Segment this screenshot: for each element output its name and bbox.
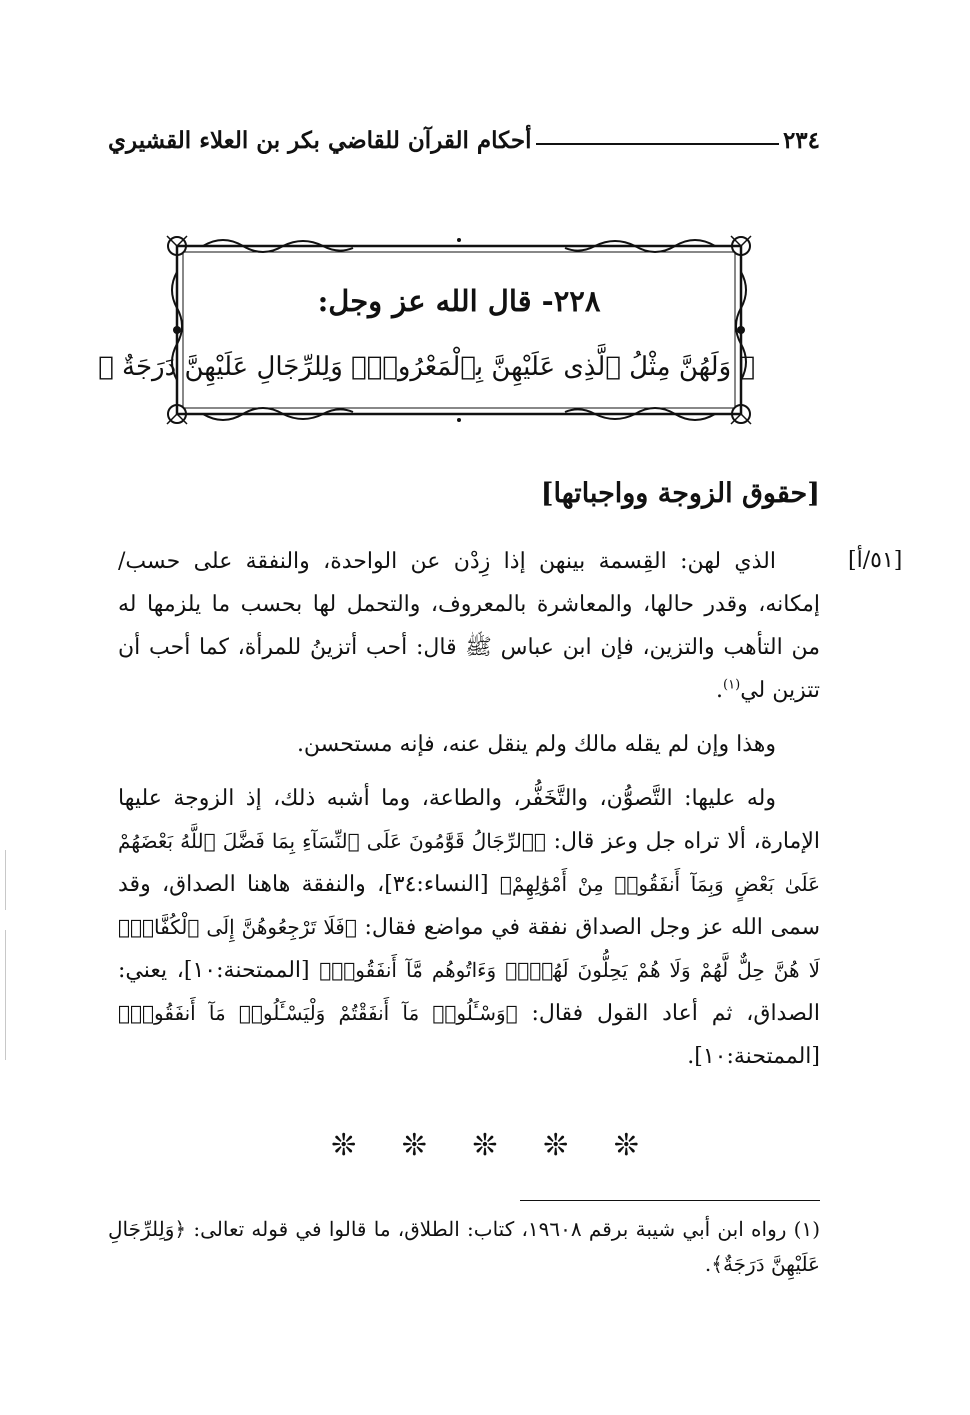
margin-reference: [٥١/أ] — [848, 548, 903, 573]
paragraph-1-text: الذي لهن: القِسمة بينهن إذا زِدْن عن الواحدة، والنفقة على حسب/ إمكانه، وقدر حالها، والمعاشرة بالمعروف، والتحمل لها بحسب ما يلزمها له من التأهب والتزين، فإن ابن عباس ﷺ قال: أحب أتزينُ للمرأة، كما أحب أن تتزين لي — [118, 549, 820, 703]
ornamental-frame — [98, 232, 755, 428]
footnote-end: . — [704, 1252, 712, 1276]
quran-quote-nisa: ﴿ٱلرِّجَالُ قَوَّٰمُونَ عَلَى ٱلنِّسَآءِ بِمَا فَضَّلَ ٱللَّهُ بَعْضَهُمْ عَلَىٰ بَعْضٍ وَبِمَآ أَنفَقُوا۟ مِنْ أَمْوَٰلِهِمْ﴾ — [118, 829, 820, 896]
framed-verse: ﴿ وَلَهُنَّ مِثْلُ ٱلَّذِى عَلَيْهِنَّ بِٱلْمَعْرُوفِۚ وَلِلرِّجَالِ عَلَيْهِنَّ دَرَجَةٌ ﴾ — [98, 352, 755, 382]
frame-border — [98, 232, 755, 428]
paragraph-1 — [118, 540, 820, 712]
footnote-rule — [520, 1200, 820, 1201]
quran-quote-mumtahana-1: ﴿فَلَا تَرْجِعُوهُنَّ إِلَى ٱلْكُفَّارِۖ لَا هُنَّ حِلٌّ لَّهُمْ وَلَا هُمْ يَحِلُّونَ لَهُنَّۖ وَءَاتُوهُم مَّآ أَنفَقُوا۟﴾ — [118, 915, 820, 982]
page-number: ٢٣٤ — [782, 127, 820, 154]
paragraph-3-text-b: [النساء:٣٤]، والنفقة هاهنا الصداق، وقد سمى الله عز وجل الصداق نفقة في مواضع فقال: — [118, 872, 820, 940]
paragraph-1-end: . — [716, 678, 724, 703]
quran-quote-mumtahana-2: ﴿وَسْـَٔلُوا۟ مَآ أَنفَقْتُمْ وَلْيَسْـَٔلُوا۟ مَآ أَنفَقُوا۟﴾ — [118, 1001, 518, 1025]
footnote-text: (١) رواه ابن أبي شيبة برقم ١٩٦٠٨، كتاب: الطلاق، ما قالوا في قوله تعالى: — [193, 1217, 820, 1241]
book-title: أحكام القرآن للقاضي بكر بن العلاء القشيري — [108, 127, 532, 154]
scan-edge-mark — [5, 850, 6, 910]
body-text — [118, 540, 820, 1078]
paragraph-3-text-d: [الممتحنة:١٠]. — [687, 1044, 820, 1069]
footnote-marker: (١) — [723, 677, 741, 693]
verse-number-heading: ٢٢٨- قال الله عز وجل: — [317, 284, 601, 318]
paragraph-2: وهذا وإن لم يقله مالك ولم ينقل عنه، فإنه مستحسن. — [296, 732, 776, 757]
section-title: [حقوق الزوجة وواجباتها] — [540, 478, 820, 509]
section-divider-stars: ❊ ❊ ❊ ❊ ❊ — [331, 1128, 639, 1163]
footnote — [108, 1212, 820, 1282]
paragraph-3-text-c: [الممتحنة:١٠]، يعني: الصداق، ثم أعاد القول فقال: — [118, 958, 820, 1026]
footnote-quran-quote: ﴿وَلِلرِّجَالِ عَلَيْهِنَّ دَرَجَةٌ﴾ — [108, 1217, 820, 1276]
scan-edge-mark — [5, 930, 6, 1060]
paragraph-3 — [118, 777, 820, 1078]
paragraph-3-text-a: وله عليها: التَّصوُّن، والتَّخَفُّر، والطاعة، وما أشبه ذلك، إذ الزوجة عليها الإمارة، ألا تراه جل وعز قال: — [118, 786, 820, 854]
running-header — [108, 112, 820, 152]
header-rule — [536, 143, 779, 145]
